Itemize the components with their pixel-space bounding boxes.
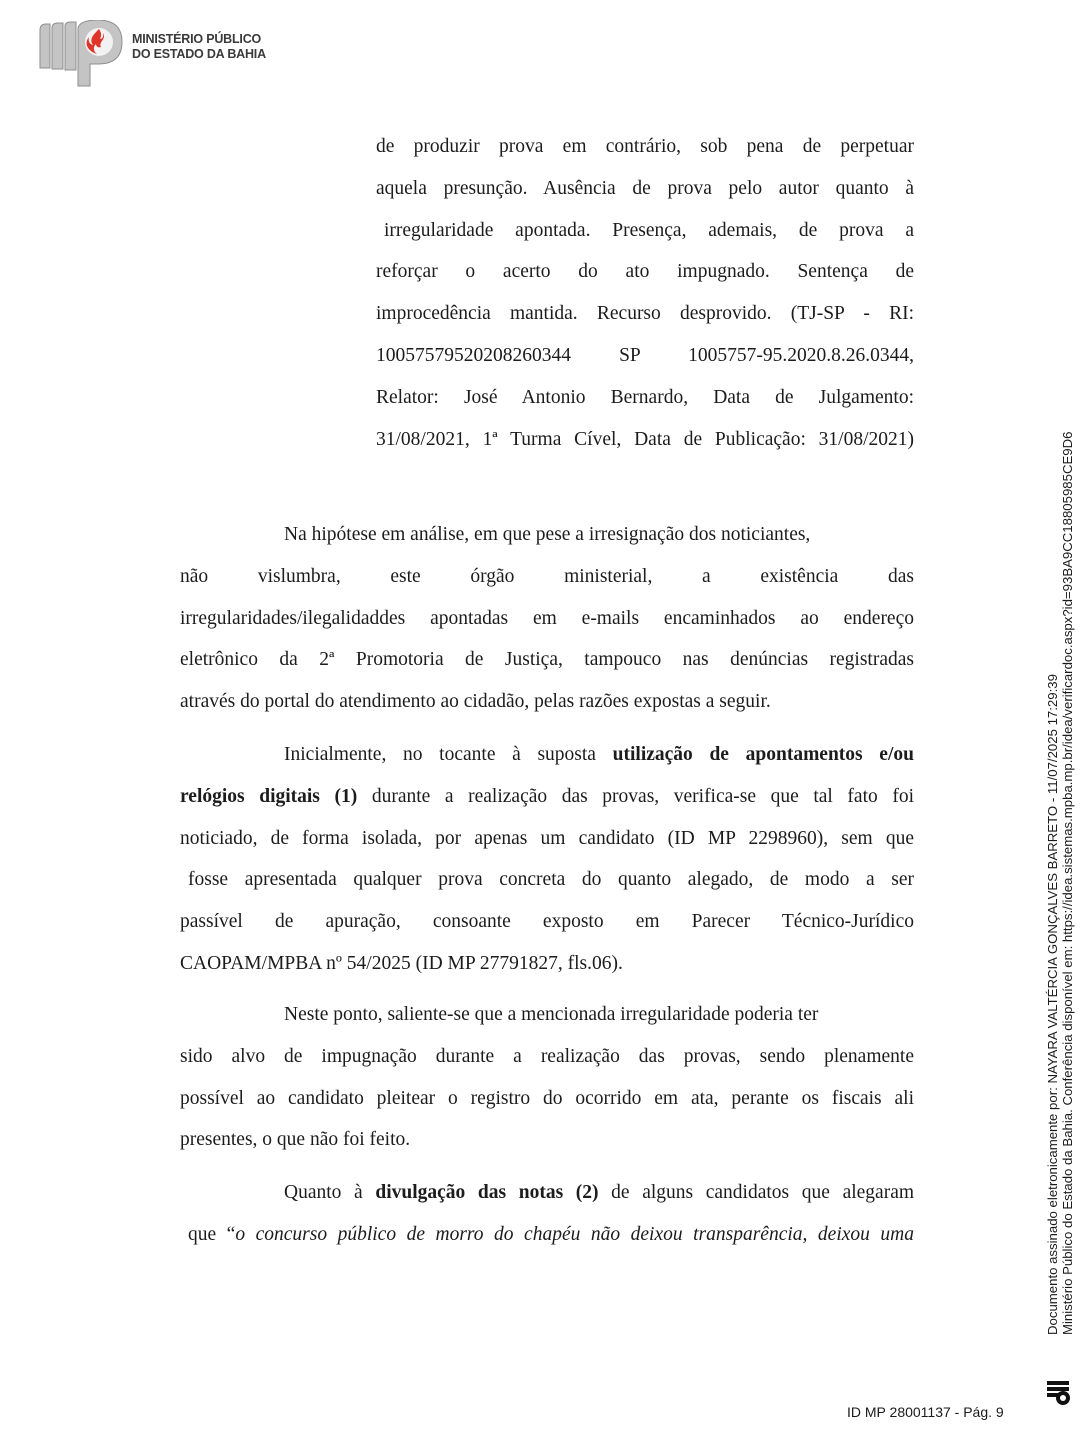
paragraph-line: passível de apuração, consoante exposto em Parecer Técnico-Jurídico bbox=[180, 911, 914, 933]
quote-line: de produzir prova em contrário, sob pena de perpetuar bbox=[376, 136, 914, 157]
quote-line: 31/08/2021, 1ª Turma Cível, Data de Publicação: 31/08/2021) bbox=[376, 428, 914, 450]
paragraph-line: não vislumbra, este órgão ministerial, a existência das bbox=[180, 565, 914, 587]
text-run: de alguns candidatos que alegaram bbox=[598, 1182, 914, 1203]
paragraph-line: Neste ponto, saliente-se que a mencionada irregularidade poderia ter bbox=[284, 1004, 819, 1025]
paragraph-line: CAOPAM/MPBA nº 54/2025 (ID MP 27791827, fls.06). bbox=[180, 952, 623, 974]
quote-line: improcedência mantida. Recurso desprovido. (TJ-SP - RI: bbox=[376, 303, 914, 325]
jurisprudence-quote bbox=[376, 126, 914, 460]
paragraph-line: noticiado, de forma isolada, por apenas um candidato (ID MP 2298960), sem que bbox=[180, 827, 914, 849]
text-run: durante a realização das provas, verifica-se que tal fato foi bbox=[357, 785, 914, 807]
page-id-footer: ID MP 28001137 - Pág. 9 bbox=[847, 1404, 1004, 1420]
org-name-line2: DO ESTADO DA BAHIA bbox=[132, 47, 266, 61]
paragraph-line: fosse apresentada qualquer prova concreta do quanto alegado, de modo a ser bbox=[188, 869, 914, 891]
paragraph-line bbox=[180, 1172, 914, 1214]
org-logo bbox=[38, 20, 288, 88]
text-run: que “ bbox=[188, 1223, 236, 1245]
text-run: Inicialmente, no tocante à suposta bbox=[284, 744, 613, 765]
org-name-line1: MINISTÉRIO PÚBLICO bbox=[132, 32, 262, 46]
quote-line: aquela presunção. Ausência de prova pelo autor quanto à bbox=[376, 177, 914, 199]
mp-stamp-logo-icon bbox=[1043, 1378, 1073, 1408]
paragraph-line bbox=[180, 1214, 914, 1256]
paragraph-line: presentes, o que não foi feito. bbox=[180, 1129, 411, 1151]
text-run: Quanto à bbox=[284, 1182, 376, 1203]
paragraph-grades-disclosure bbox=[180, 1172, 914, 1256]
quote-line: 10057579520208260344 SP 1005757-95.2020.8.26.0344, bbox=[376, 344, 914, 366]
signature-line: Documento assinado eletronicamente por: NAYARA VALTÉRCIA GONÇALVES BARRETO - 11/07/2025 17:29:39 bbox=[1045, 674, 1060, 1335]
quote-line: reforçar o acerto do ato impugnado. Sentença de bbox=[376, 261, 914, 283]
paragraph-line bbox=[180, 776, 914, 818]
bold-run: utilização de apontamentos e/ou bbox=[612, 744, 914, 765]
org-name bbox=[132, 32, 266, 62]
bold-run: divulgação das notas (2) bbox=[375, 1182, 599, 1203]
paragraph-line bbox=[180, 734, 914, 776]
quote-line: Relator: José Antonio Bernardo, Data de Julgamento: bbox=[376, 386, 914, 408]
paragraph-digital-devices bbox=[180, 734, 914, 985]
paragraph-analysis bbox=[180, 514, 914, 723]
signature-stamp bbox=[1045, 370, 1077, 1375]
verification-line: Ministério Público do Estado da Bahia. Conferência disponível em: https://idea.sistemas.mpba.mp.br/idea/verificardoc.aspx?id=93BA9CC18805985CE9D6 bbox=[1060, 431, 1075, 1335]
quote-line: irregularidade apontada. Presença, ademais, de prova a bbox=[384, 219, 914, 241]
mp-flame-logo-icon bbox=[38, 20, 133, 88]
paragraph-line: irregularidades/ilegalidaddes apontadas em e-mails encaminhados ao endereço bbox=[180, 607, 914, 629]
paragraph-impugnation bbox=[180, 994, 914, 1161]
paragraph-line: eletrônico da 2ª Promotoria de Justiça, tampouco nas denúncias registradas bbox=[180, 649, 914, 671]
paragraph-line: Na hipótese em análise, em que pese a irresignação dos noticiantes, bbox=[284, 524, 811, 545]
bold-run: relógios digitais (1) bbox=[180, 785, 358, 807]
paragraph-line: sido alvo de impugnação durante a realização das provas, sendo plenamente bbox=[180, 1045, 914, 1067]
italic-run: o concurso público de morro do chapéu não deixou transparência, deixou uma bbox=[235, 1223, 914, 1245]
paragraph-line: através do portal do atendimento ao cidadão, pelas razões expostas a seguir. bbox=[180, 691, 771, 713]
paragraph-line: possível ao candidato pleitear o registro do ocorrido em ata, perante os fiscais ali bbox=[180, 1087, 914, 1109]
